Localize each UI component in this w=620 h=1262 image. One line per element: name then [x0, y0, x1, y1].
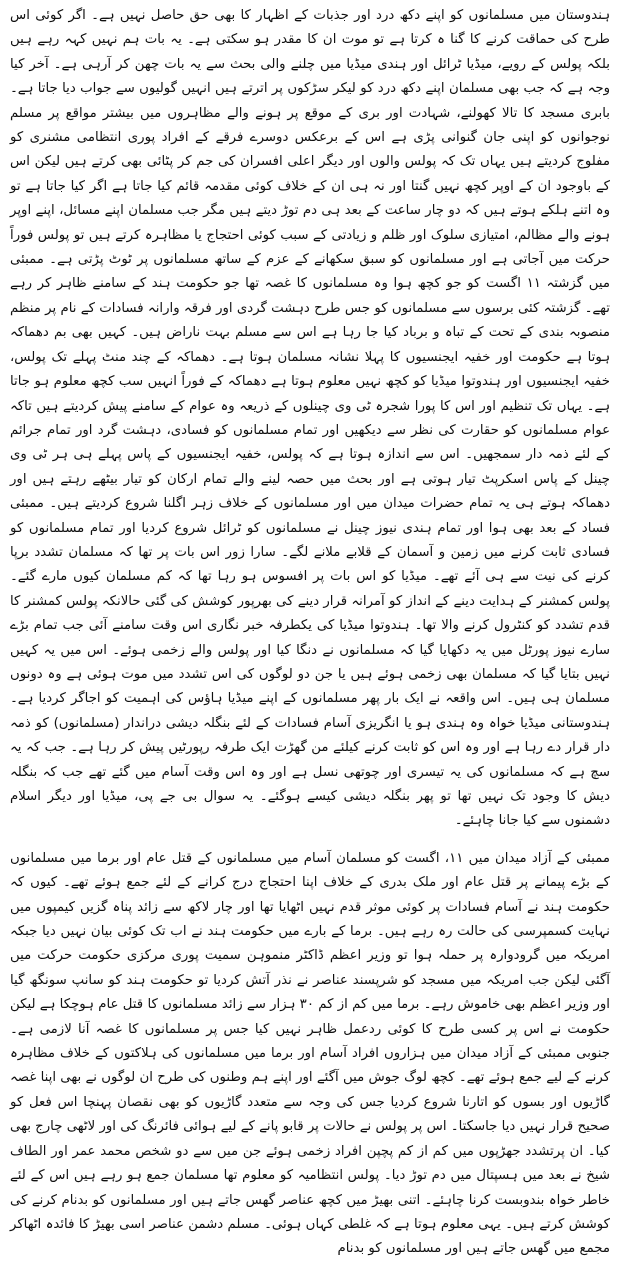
paragraph-spacer: [10, 834, 610, 847]
article-paragraph-2: ممبئی کے آزاد میدان میں ۱۱، اگست کو مسلمان آسام میں مسلمانوں کے قتل عام اور برما میں مسلمانوں کے بڑے پیمانے پر قتل عام اور ملک بدری کے خلاف اپنا احتجاج درج کرانے کے لئے جمع ہوئے تھے۔ کیوں کہ حکومت ہند نے آسام فسادات پر کوئی موثر قدم نہیں اٹھایا تھا اور چار لاکھ سے زائد پناہ گزیں کیمپوں میں نہایت کسمپرسی کی حالت رہ رہے ہیں۔ برما کے بارے میں حکومت ہند نے اب تک کوئی بیان نہیں دیا جبکہ امریکہ میں گرودوارہ پر حملہ ہوا تو وزیر اعظم ڈاکٹر منموہن سمیت پوری مرکزی حکومت حرکت میں آگئی لیکن جب امریکہ میں مسجد کو شرپسند عناصر نے نذر آتش کردیا تو حکومت ہند کو سانپ سونگھ گیا اور وزیر اعظم بھی خاموش رہے۔ برما میں کم از کم ۳۰ ہزار سے زائد مسلمانوں کا قتل عام ہوچکا ہے لیکن حکومت نے اس پر کسی طرح کا کوئی ردعمل ظاہر نہیں کیا جس پر مسلمانوں کا غصہ آنا لازمی ہے۔ جنوبی ممبئی کے آزاد میدان میں ہزاروں افراد آسام اور برما میں مسلمانوں کی ہلاکتوں کے خلاف مظاہرہ کرنے کے لیے جمع ہوئے تھے۔ کچھ لوگ جوش میں آگئے اور اپنے ہم وطنوں کی طرح ان لوگوں نے بھی اپنا غصہ گاڑیوں اور بسوں کو اتارنا شروع کردیا جس کی وجہ سے متعدد گاڑیوں کو بھی نقصان پہنچا اس فعل کو صحیح قرار نہیں دیا جاسکتا۔ اس پر پولس نے حالات پر قابو پانے کے لیے ہوائی فائرنگ کی اور لاٹھی چارج بھی کیا۔ ان پرتشدد جھڑپوں میں کم از کم پچپن افراد زخمی ہوئے جن میں سے دو شخص محمد عمر اور الطاف شیخ نے بعد میں ہسپتال میں دم توڑ دیا۔ پولس انتظامیہ کو معلوم تھا مسلمان جمع ہو رہے ہیں اس کے لئے خاطر خواہ بندوبست کرنا چاہئے۔ اتنی بھیڑ میں کچھ عناصر گھس جاتے ہیں اور مسلمانوں کو بدنام کرنے کی کوشش کرتے ہیں۔ یہی معلوم ہوتا ہے کہ غلطی کہاں ہوئی۔ مسلم دشمن عناصر اسی بھیڑ کا فائدہ اٹھاکر مجمع میں گھس جاتے ہیں اور مسلمانوں کو بدنام: [10, 850, 611, 1257]
article-paragraph-1: ہندوستان میں مسلمانوں کو اپنے دکھ درد اور جذبات کے اظہار کا بھی حق حاصل نہیں ہے۔ اگر کوئی اس طرح کی حماقت کرنے کا گنا ہ کرتا ہے تو موت ان کا مقدر ہو سکتی ہے۔ یہ بات ہم نہیں کہہ رہے ہیں بلکہ پولس کے رویے، میڈیا ٹرائل اور ہندی میڈیا میں چلنے والی بحث سے یہ بات چھن کر آرہی ہے۔ آخر کیا وجہ ہے کہ جب بھی مسلمان اپنے دکھ درد کو لیکر سڑکوں پر اترتے ہیں انہیں گولیوں سے جواب دیا جاتا ہے۔ بابری مسجد کا تالا کھولنے، شہادت اور بری کے موقع پر ہونے والے مظاہروں میں بیشتر مواقع پر مسلم نوجوانوں کو اپنی جان گنوانی پڑی ہے اس کے برعکس دوسرے فرقے کے افراد پوری انتظامی مشنری کو مفلوج کردیتے ہیں یہاں تک کہ پولس والوں اور دیگر اعلی افسران کی جم کر پٹائی بھی کرتے ہیں لیکن اس کے باوجود ان کے اوپر کچھ نہیں گنتا اور نہ ہی ان کے خلاف کوئی مقدمہ قائم کیا جاتا ہے اگر کیا جاتا ہے تو وہ اتنے ہلکے ہوتے ہیں کہ دو چار ساعت کے بعد ہی دم توڑ دیتے ہیں مگر جب مسلمان اپنے مسائل، اپنے اوپر ہونے والے مظالم، امتیازی سلوک اور ظلم و زیادتی کے سبب کوئی احتجاج یا مظاہرہ کرتے ہیں تو پولس فوراً حرکت میں آجاتی ہے اور مسلمانوں کو سبق سکھانے کے عزم کے ساتھ مسلمانوں پر ٹوٹ پڑتی ہے۔ ممبئی میں گزشتہ ۱۱ اگست کو جو کچھ ہوا وہ مسلمانوں کا غصہ تھا جو حکومت ہند کے سامنے ظاہر کر رہے تھے۔ گزشتہ کئی برسوں سے مسلمانوں کو جس طرح دہشت گردی اور فرقہ وارانہ فسادات کے نام پر منظم منصوبہ بندی کے تحت کے تباہ و برباد کیا جا رہا ہے اس سے مسلم بہت ناراض ہیں۔ کہیں بھی بم دھماکہ ہوتا ہے حکومت اور خفیہ ایجنسیوں کا پہلا نشانہ مسلمان ہوتا ہے۔ دھماکہ کے چند منٹ پہلے تک پولس، خفیہ ایجنسیوں اور ہندوتوا میڈیا کو کچھ نہیں معلوم ہوتا ہے دھماکہ کے فوراً انہیں سب کچھ معلوم ہو جاتا ہے۔ یہاں تک تنظیم اور اس کا پورا شجرہ ٹی وی چینلوں کے ذریعہ وہ عوام کے سامنے پیش کردیتے ہیں تاکہ عوام مسلمانوں کو حقارت کی نظر سے دیکھیں اور تمام مسلمانوں کو فسادی، دہشت گرد اور تمام جرائم کے لئے ذمہ دار سمجھیں۔ اس سے اندازہ ہوتا ہے کہ پولس، خفیہ ایجنسیوں کے پاس پہلے ہی ہر ٹی وی چینل کے پاس اسکرپٹ تیار ہوتی ہے اور بحث میں حصہ لینے والے تمام ارکان کو تیار بیٹھے رہتے ہیں اور دھماکہ ہوتے ہی یہ تمام حضرات میدان میں اور مسلمانوں کے خلاف زہر اگلنا شروع کردیتے ہیں۔ ممبئی فساد کے بعد بھی ہوا اور تمام ہندی نیوز چینل نے مسلمانوں کو ٹرائل شروع کردیا اور تمام مسلمانوں کو فسادی ثابت کرنے میں زمین و آسمان کے قلابے ملانے لگے۔ سارا زور اس بات پر تھا کہ مسلمان تشدد برپا کرنے کی نیت سے ہی آئے تھے۔ میڈیا کو اس بات پر افسوس ہو رہا تھا کہ کم مسلمان کیوں مارے گئے۔ پولس کمشنر کے ہدایت دینے کے انداز کو آمرانہ قرار دینے کی بھرپور کوشش کی گئی حالانکہ پولس کمشنر کا قدم تشدد کو کنٹرول کرنے والا تھا۔ ہندوتوا میڈیا کی یکطرفہ خبر نگاری اس وقت سامنے آئی جب تمام بڑے سارے نیوز پورٹل میں یہ دکھایا گیا کہ مسلمانوں نے دنگا کیا اور پولس والے زخمی ہوئے۔ اس میں یہ کہیں نہیں بتایا گیا کہ مسلمان بھی زخمی ہوئے ہیں یا جن دو لوگوں کی اس تشدد میں موت ہوئی ہے وہ دونوں مسلمان ہی ہیں۔ اس واقعہ نے ایک بار پھر مسلمانوں کے اپنے میڈیا ہاؤس کی اہمیت کو اجاگر کردیا ہے۔ ہندوستانی میڈیا خواہ وہ ہندی ہو یا انگریزی آسام فسادات کے لئے بنگلہ دیشی دراندار (مسلمانوں) کو ذمہ دار قرار دے رہا ہے اور وہ اس کو ثابت کرنے کیلئے من گھڑت ایک طرفہ رپورٹیں پیش کر رہا ہے۔ جب کہ یہ سچ ہے کہ مسلمانوں کی یہ تیسری اور چوتھی نسل ہے اور وہ اس وقت آسام میں گئے تھے جب کہ بنگلہ دیش کا وجود تک نہیں تھا تو پھر بنگلہ دیشی کیسے ہوگئے۔ یہ سوال بی جے پی، میڈیا اور دیگر اسلام دشمنوں سے کیا جانا چاہئے۔: [10, 8, 610, 829]
